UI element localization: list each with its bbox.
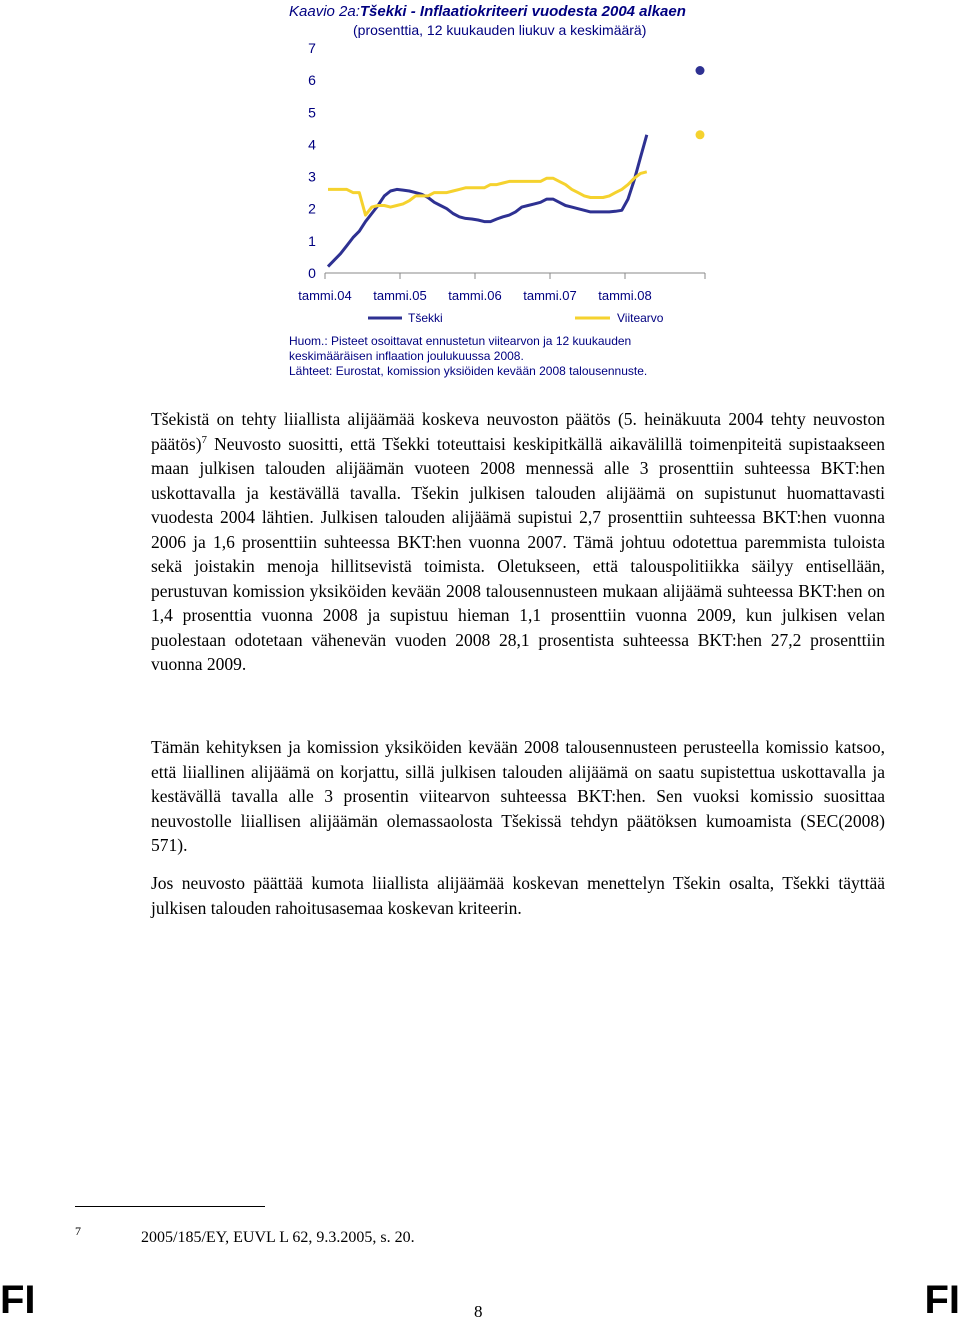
forecast-point-viitearvo	[696, 130, 705, 139]
series-line-tsekki	[328, 135, 647, 267]
language-code-left: FI	[0, 1278, 36, 1322]
chart-axes	[325, 273, 705, 279]
paragraph-text: Tšekistä on tehty liiallista alijäämää koskeva neuvoston päätös (5. heinäkuuta 2004 tehty neuvoston päätös)	[151, 409, 885, 454]
legend-label-viitearvo: Viitearvo	[617, 311, 664, 325]
chart-legend	[368, 311, 664, 325]
inflation-chart	[0, 0, 960, 330]
y-tick-label: 3	[308, 168, 316, 185]
y-tick-label: 1	[308, 232, 316, 249]
forecast-point-tsekki	[696, 66, 705, 75]
y-tick-label: 4	[308, 136, 316, 153]
x-tick-label: tammi.08	[598, 288, 652, 303]
paragraph: Tämän kehityksen ja komission yksiköiden kevään 2008 talousennusteen perusteella komissio katsoo, että liiallinen alijäämä on korjattu, sillä julkisen talouden alijäämä on saatu supistettua uskottavalla ja kestävällä tavalla alle 3 prosentin viitearvon suhteessa BKT:hen. Sen vuoksi komissio suosittaa neuvostolle liiallisen alijäämän olemassaolosta Tšekissä tehdyn päätöksen kumoamista (SEC(2008) 571).	[151, 737, 885, 855]
chart-series	[328, 66, 705, 267]
chart-sources-line: Lähteet: Eurostat, komission yksiöiden kevään 2008 talousennuste.	[289, 364, 648, 378]
y-tick-label: 0	[308, 265, 316, 281]
y-tick-label: 6	[308, 72, 316, 89]
footnote-mark: 7	[75, 1224, 81, 1238]
chart-notes	[289, 334, 709, 379]
x-tick-label: tammi.07	[523, 288, 577, 303]
chart-note-line: Huom.: Pisteet osoittavat ennustetun viitearvon ja 12 kuukauden	[289, 334, 632, 348]
language-code-right: FI	[924, 1278, 960, 1322]
x-tick-label: tammi.06	[448, 288, 502, 303]
x-tick-label: tammi.05	[373, 288, 427, 303]
legend-label-tsekki: Tšekki	[408, 311, 443, 325]
footnote-reference: 7	[201, 433, 208, 446]
page-number: 8	[474, 1302, 483, 1321]
y-tick-labels	[308, 40, 316, 281]
y-tick-label: 5	[308, 104, 316, 121]
chart-note-line: keskimääräisen inflaation joulukuussa 2008.	[289, 349, 524, 363]
paragraph: Jos neuvosto päättää kumota liiallista alijäämää koskevan menettelyn Tšekin osalta, Tšekki täyttää julkisen talouden rahoitusasemaa koskevan kriteerin.	[151, 873, 885, 918]
chart-title-main: Tšekki - Inflaatiokriteeri vuodesta 2004 alkaen	[359, 3, 686, 20]
chart-title-lead: Kaavio 2a:	[289, 3, 360, 20]
x-tick-label: tammi.04	[298, 288, 352, 303]
y-tick-label: 2	[308, 200, 316, 217]
footnote-text: 2005/185/EY, EUVL L 62, 9.3.2005, s. 20.	[141, 1229, 415, 1246]
paragraph-text: Neuvosto suositti, että Tšekki toteuttaisi keskipitkällä aikavälillä toimenpiteitä supistaakseen maan julkisen talouden alijäämän vuoteen 2008 mennessä alle 3 prosenttiin suhteessa BKT:hen uskottavalla ja kestävällä tavalla. Tšekin julkisen talouden alijäämä on supistunut huomattavasti vuodesta 2004 lähtien. Julkisen talouden alijäämä supistui 2,7 prosenttiin suhteessa BKT:hen vuonna 2006 ja 1,6 prosenttiin suhteessa BKT:hen vuonna 2007. Tämä johtuu odotettua paremmista tuloista sekä joistakin menoja hillitsevistä toimista. Oletukseen, että talouspolitiikka säilyy entisellään, perustuvan komission yksiköiden kevään 2008 talousennusteen mukaan alijäämä suhteessa BKT:hen on 1,4 prosenttia vuonna 2008 ja supistuu hieman 1,1 prosenttiin vuonna 2009, kun julkisen velan puolestaan odotetaan vähenevän vuoden 2008 28,1 prosentista suhteessa BKT:hen 27,2 prosenttiin vuonna 2009.	[151, 433, 885, 674]
chart-title	[289, 3, 686, 20]
footnote-divider	[75, 1206, 265, 1207]
paragraph	[151, 407, 885, 677]
x-tick-labels	[298, 288, 651, 303]
chart-subtitle: (prosenttia, 12 kuukauden liukuv a keskimäärä)	[353, 22, 647, 38]
y-tick-label: 7	[308, 40, 316, 56]
